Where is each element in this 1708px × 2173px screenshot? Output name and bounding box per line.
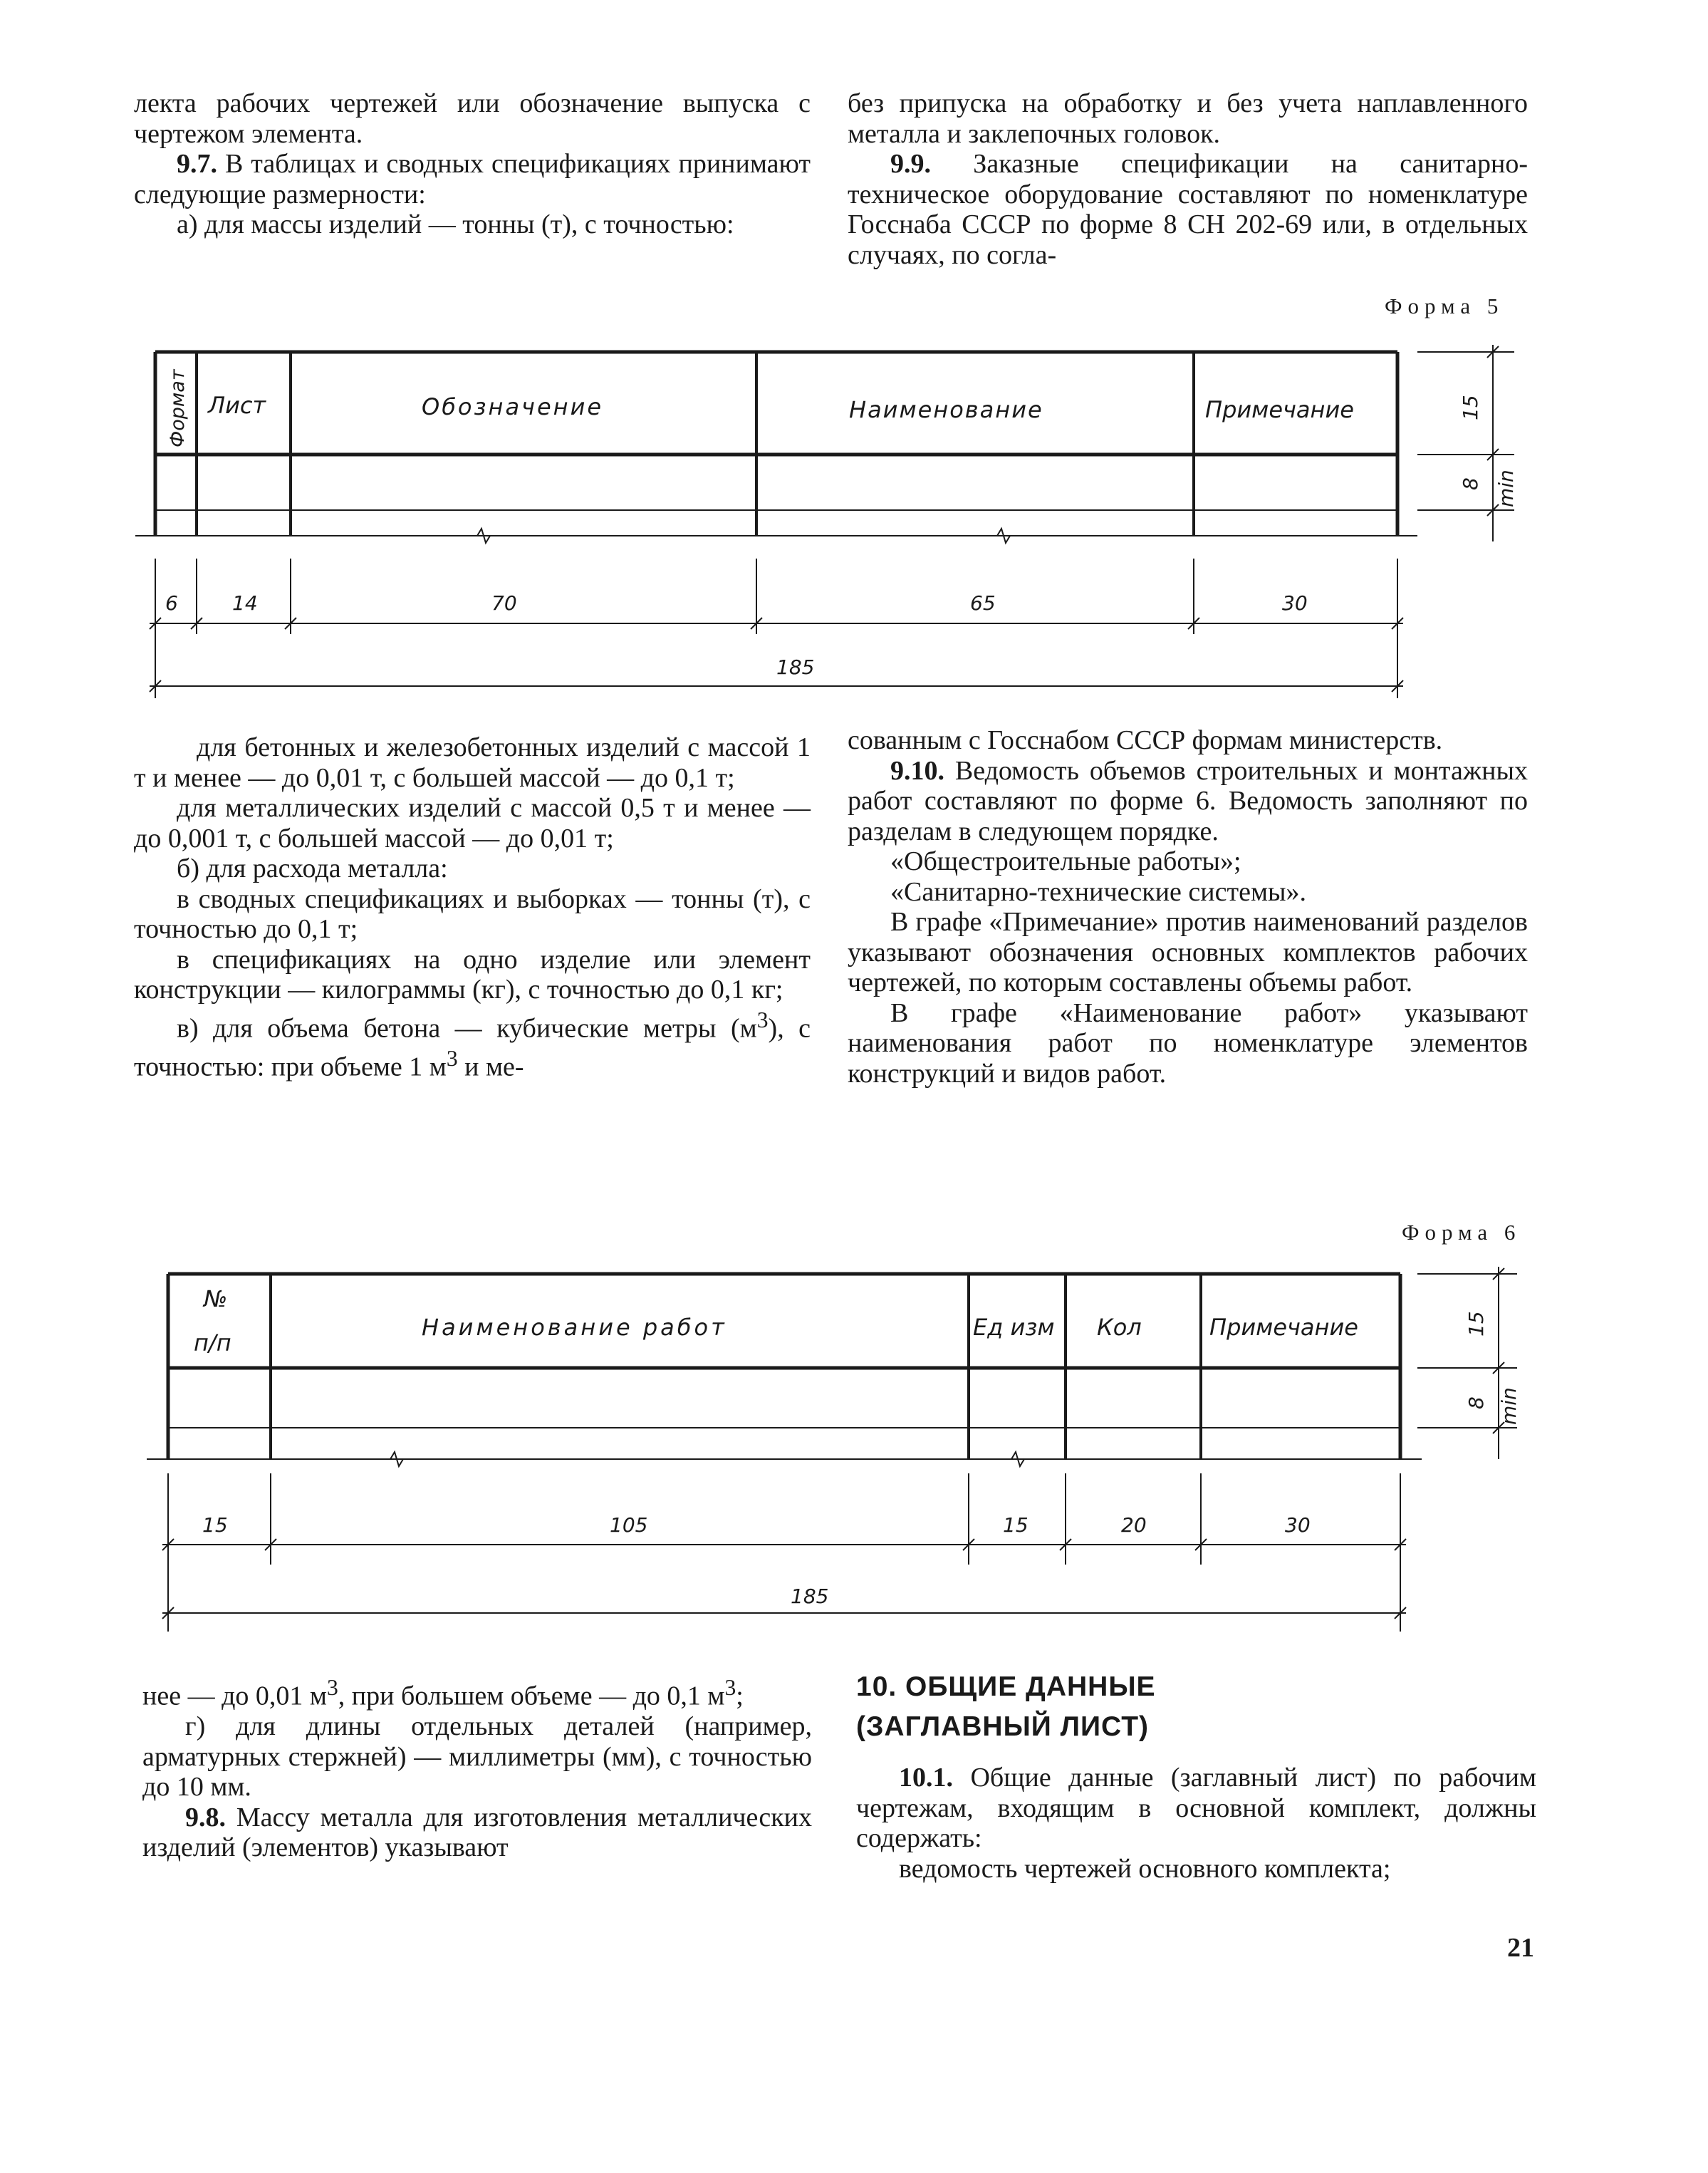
dim-width-works: 105 bbox=[610, 1513, 648, 1537]
clause-text: Заказные спецификации на санитарно-техническое оборудование составляют по номенклатуре Госснаба СССР по форме 8 СН 202-69 или, в отдельных случаях, по согла- bbox=[848, 149, 1528, 270]
text-run: и ме- bbox=[457, 1052, 524, 1082]
superscript: 3 bbox=[756, 1007, 769, 1032]
header-sheet: Лист bbox=[208, 392, 266, 419]
dim-width-quantity: 20 bbox=[1121, 1513, 1147, 1537]
clause-number: 10.1. bbox=[899, 1763, 953, 1793]
text-run: , при большем объеме — до 0,1 м bbox=[338, 1681, 725, 1711]
form-6-label: Форма 6 bbox=[1402, 1220, 1521, 1245]
header-name: Наименование bbox=[849, 396, 1043, 423]
text-run: нее — до 0,01 м bbox=[142, 1681, 327, 1711]
header-number: № bbox=[204, 1285, 228, 1312]
superscript: 3 bbox=[326, 1675, 338, 1700]
header-item-no: п/п bbox=[194, 1329, 231, 1357]
form-5-label: Форма 5 bbox=[1385, 294, 1504, 318]
superscript: 3 bbox=[446, 1045, 458, 1071]
paragraph: для металлических изделий с массой 0,5 т и менее — до 0,001 т, с большей массой — до 0,01 т; bbox=[134, 793, 811, 854]
dim-width-name: 65 bbox=[970, 591, 996, 615]
dim-width-note: 30 bbox=[1282, 591, 1308, 615]
header-note: Примечание bbox=[1205, 396, 1354, 423]
dim-width-sheet: 14 bbox=[232, 591, 258, 615]
superscript: 3 bbox=[724, 1675, 736, 1700]
dim-min: min bbox=[1494, 470, 1518, 507]
paragraph: для бетонных и железобетонных изделий с массой 1 т и менее — до 0,01 т, с большей массой — до 0,1 т; bbox=[134, 732, 811, 793]
paragraph: г) для длины отдельных деталей (например, арматурных стержней) — миллиметры (мм), с точностью до 10 мм. bbox=[142, 1711, 812, 1803]
paragraph: В графе «Наименование работ» указывают наименования работ по номенклатуре элементов конструкций и видов работ. bbox=[848, 997, 1528, 1089]
header-designation: Обозначение bbox=[422, 393, 604, 420]
section-heading-sub: (ЗАГЛАВНЫЙ ЛИСТ) bbox=[856, 1711, 1150, 1742]
dim-width-total: 185 bbox=[791, 1585, 829, 1608]
clause-number: 9.7. bbox=[177, 149, 217, 179]
text-run: ; bbox=[736, 1681, 744, 1711]
paragraph: а) для массы изделий — тонны (т), с точностью: bbox=[177, 209, 734, 239]
paragraph bbox=[142, 1673, 812, 1711]
text-run: в) для объема бетона — кубические метры (м bbox=[177, 1013, 757, 1044]
paragraph: «Общестроительные работы»; bbox=[890, 846, 1241, 876]
dim-height-row: 8 bbox=[1459, 477, 1482, 490]
page-number: 21 bbox=[1507, 1933, 1534, 1963]
header-note: Примечание bbox=[1209, 1314, 1358, 1341]
dim-width-format: 6 bbox=[165, 591, 178, 615]
bottom-left-column bbox=[142, 1673, 812, 1863]
clause-number: 9.8. bbox=[185, 1802, 226, 1832]
dim-height-header: 15 bbox=[1459, 395, 1482, 420]
paragraph: лекта рабочих чертежей или обозначение выпуска с чертежом элемента. bbox=[134, 88, 811, 149]
paragraph: В графе «Примечание» против наименований разделов указывают обозначения основных комплектов рабочих чертежей, по которым составлены объемы работ. bbox=[848, 907, 1528, 997]
section-heading: 10. ОБЩИЕ ДАННЫЕ bbox=[856, 1671, 1156, 1702]
paragraph: в сводных спецификациях и выборках — тонны (т), с точностью до 0,1 т; bbox=[134, 883, 811, 944]
bottom-right-column bbox=[856, 1667, 1536, 1884]
clause-number: 9.10. bbox=[890, 755, 944, 786]
clause-number: 9.9. bbox=[890, 149, 931, 179]
clause-text: Общие данные (заглавный лист) по рабочим чертежам, входящим в основной комплект, должны содержать: bbox=[856, 1763, 1536, 1853]
paragraph: ведомость чертежей основного комплекта; bbox=[899, 1853, 1391, 1884]
header-quantity: Кол bbox=[1097, 1314, 1142, 1341]
paragraph: сованным с Госснабом СССР формам министерств. bbox=[848, 725, 1443, 755]
dim-height-header: 15 bbox=[1464, 1311, 1488, 1337]
dim-width-designation: 70 bbox=[491, 591, 517, 615]
clause-text: В таблицах и сводных спецификациях принимают следующие размерности: bbox=[134, 149, 811, 209]
clause-text: Массу металла для изготовления металлических изделий (элементов) указывают bbox=[142, 1802, 812, 1863]
dim-width-number: 15 bbox=[202, 1513, 228, 1537]
dim-width-total: 185 bbox=[776, 655, 815, 679]
text-run: ), с точностью: при объеме 1 м bbox=[134, 1013, 811, 1082]
header-unit: Ед изм bbox=[973, 1314, 1055, 1341]
paragraph: в спецификациях на одно изделие или элемент конструкции — килограммы (кг), с точностью до 0,1 кг; bbox=[134, 944, 811, 1005]
paragraph: «Санитарно-технические системы». bbox=[890, 876, 1307, 907]
clause-text: Ведомость объемов строительных и монтажных работ составляют по форме 6. Ведомость заполняют по разделам в следующем порядке. bbox=[848, 755, 1528, 846]
dim-width-note: 30 bbox=[1285, 1513, 1311, 1537]
paragraph: без припуска на обработку и без учета наплавленного металла и заклепочных головок. bbox=[848, 88, 1528, 149]
header-works: Наименование работ bbox=[422, 1314, 727, 1341]
paragraph-10-1 bbox=[856, 1763, 1536, 1854]
dim-height-row: 8 bbox=[1464, 1396, 1488, 1409]
paragraph-9-8 bbox=[142, 1803, 812, 1863]
header-format: Формат bbox=[167, 369, 189, 447]
dim-width-unit: 15 bbox=[1003, 1513, 1029, 1537]
dim-min: min bbox=[1497, 1387, 1521, 1425]
paragraph: б) для расхода металла: bbox=[177, 854, 448, 883]
